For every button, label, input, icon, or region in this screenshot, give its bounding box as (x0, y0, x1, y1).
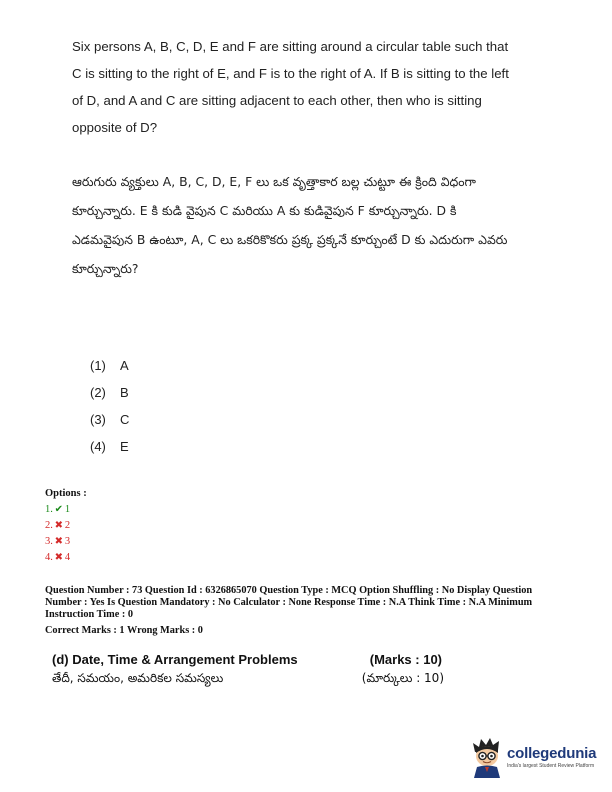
cross-icon: ✖ (54, 520, 64, 531)
choice-4[interactable] (90, 439, 129, 466)
choice-text: E (120, 439, 129, 454)
mascot-icon (470, 736, 504, 778)
option-index: 4. (45, 552, 53, 563)
option-row (45, 550, 87, 566)
choice-text: B (120, 385, 129, 400)
option-index: 1. (45, 504, 53, 515)
option-value: 2 (64, 520, 71, 531)
choice-3[interactable] (90, 412, 129, 439)
option-index: 3. (45, 536, 53, 547)
question-text-telugu: ఆరుగురు వ్యక్తులు A, B, C, D, E, F లు ఒక వృత్తాకార బల్ల చుట్టూ ఈ క్రింది విధంగా కూర్చున్నారు. E కి కుడి వైపున C మరియు A కు కుడివైపున F కూర్చున్నారు. D కి ఎడమవైపున B ఉంటూ, A, C లు ఒకరికొకరు ప్రక్క ప్రక్కనే కూర్చుంటే D కు ఎదురుగా ఎవరు కూర్చున్నారు? (72, 174, 508, 276)
collegedunia-logo (470, 734, 605, 780)
choice-1[interactable] (90, 358, 129, 385)
cross-icon: ✖ (54, 536, 64, 547)
section-title-english: (d) Date, Time & Arrangement Problems (52, 652, 298, 667)
section-marks-telugu: (మార్కులు : 10) (361, 671, 444, 685)
check-icon: ✔ (54, 504, 64, 515)
option-row (45, 502, 87, 518)
option-value: 3 (64, 536, 71, 547)
logo-tagline: India's largest Student Review Platform (507, 763, 595, 769)
choice-2[interactable] (90, 385, 129, 412)
choice-number: (2) (90, 385, 106, 400)
choice-number: (4) (90, 439, 106, 454)
option-index: 2. (45, 520, 53, 531)
choice-text: C (120, 412, 130, 427)
cross-icon: ✖ (54, 552, 64, 563)
option-row (45, 534, 87, 550)
answer-choices (90, 358, 129, 466)
choice-number: (1) (90, 358, 106, 373)
option-value: 4 (64, 552, 71, 563)
section-title-telugu: తేదీ, సమయం, అమరికల సమస్యలు (52, 671, 224, 685)
question-metadata: Question Number : 73 Question Id : 6326865070 Question Type : MCQ Option Shuffling : No Display Question Number : Yes Is Question Mandatory : No Calculator : None Response Time : N.A Think Time : N.A Minimum Instruction Time : 0 (45, 585, 533, 620)
options-title: Options : (45, 488, 87, 499)
option-row (45, 518, 87, 534)
section-marks-english: (Marks : 10) (369, 652, 442, 667)
option-value: 1 (64, 504, 71, 515)
options-list (45, 488, 87, 566)
section-header (52, 652, 452, 688)
question-text-english: Six persons A, B, C, D, E and F are sitting around a circular table such that C is sitting to the right of E, and F is to the right of A. If B is sitting to the left of D, and A and C are sitting adjacent to each other, then who is sitting opposite of D? (72, 39, 509, 135)
choice-number: (3) (90, 412, 106, 427)
choice-text: A (120, 358, 129, 373)
marks-info: Correct Marks : 1 Wrong Marks : 0 (45, 625, 203, 636)
logo-name: collegedunia (507, 745, 597, 762)
